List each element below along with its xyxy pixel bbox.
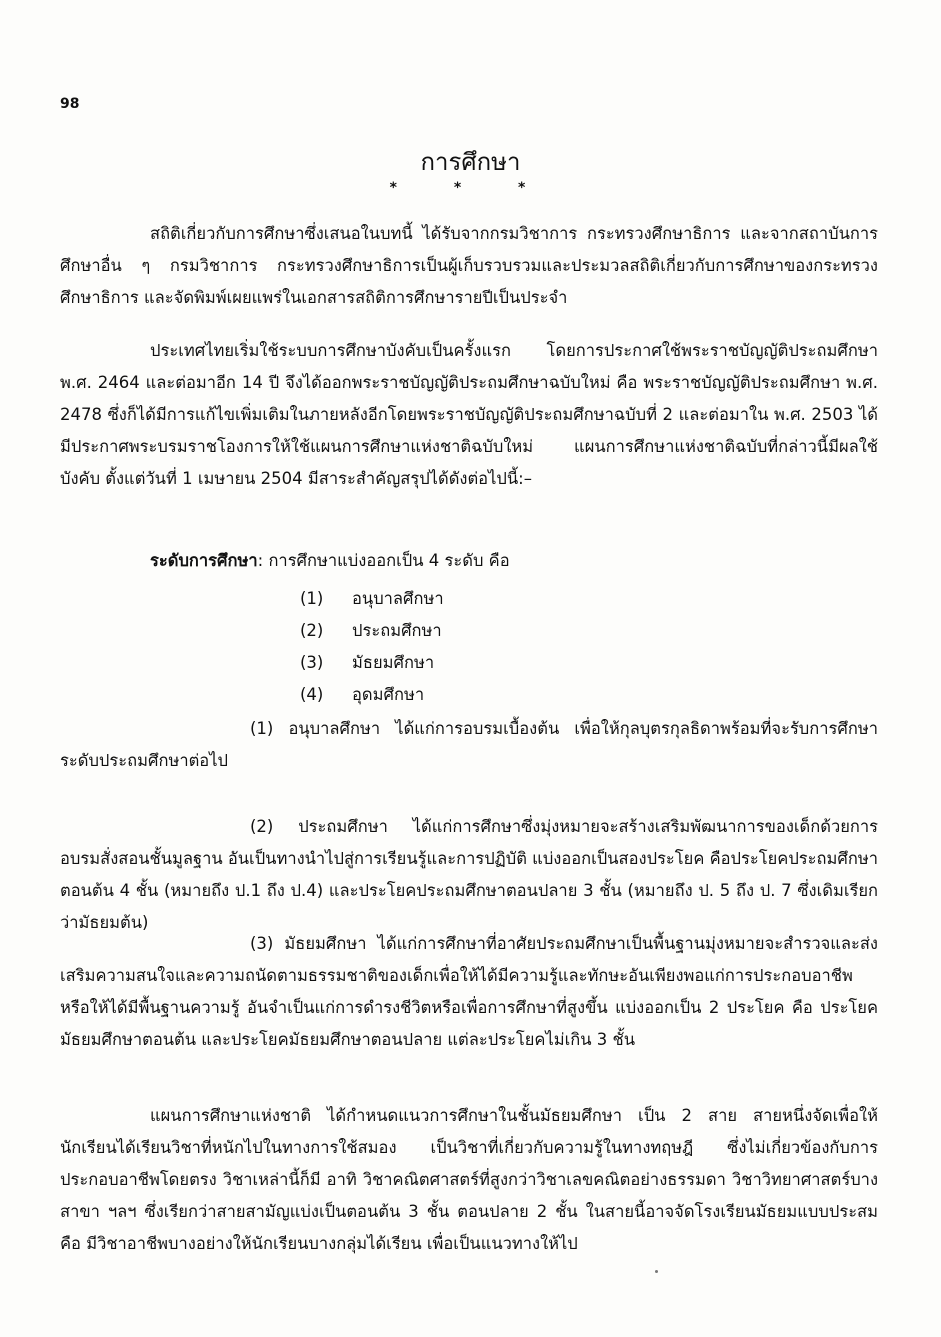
page-number: 98 [60,96,80,112]
level-label: มัธยมศึกษา [352,653,435,672]
level-number: (3) [300,653,324,672]
levels-heading-label: ระดับการศึกษา [150,551,258,570]
page-title: การศึกษา [420,148,521,176]
scan-smudge [655,1270,658,1273]
level-label: ประถมศึกษา [352,621,442,640]
level-item [300,586,444,612]
levels-heading-text: : การศึกษาแบ่งออกเป็น 4 ระดับ คือ [257,551,510,570]
paragraph-national-plan: แผนการศึกษาแห่งชาติ ได้กำหนดแนวการศึกษาในชั้นมัธยมศึกษา เป็น 2 สาย สายหนึ่งจัดเพื่อให้นักเรียนได้เรียนวิชาที่หนักไปในทางการใช้สมอง เป็นวิชาที่เกี่ยวกับความรู้ในทางทฤษฎี ซึ่งไม่เกี่ยวข้องกับการประกอบอาชีพโดยตรง วิชาเหล่านี้ก็มี อาทิ วิชาคณิตศาสตร์ที่สูงกว่าวิชาเลขคณิตอย่างธรรมดา วิชาวิทยาศาสตร์บางสาขา ฯลฯ ซึ่งเรียกว่าสายสามัญแบ่งเป็นตอนต้น 3 ชั้น ตอนปลาย 2 ชั้น ในสายนี้อาจจัดโรงเรียนมัธยมแบบประสม คือ มีวิชาอาชีพบางอย่างให้นักเรียนบางกลุ่มได้เรียน เพื่อเป็นแนวทางให้ไป [60,1106,878,1253]
level-label: อนุบาลศึกษา [352,589,444,608]
level-number: (1) [300,589,324,608]
paragraph-primary: (2) ประถมศึกษา ได้แก่การศึกษาซึ่งมุ่งหมายจะสร้างเสริมพัฒนาการของเด็กด้วยการอบรมสั่งสอนชั้นมูลฐาน อันเป็นทางนำไปสู่การเรียนรู้และการปฏิบัติ แบ่งออกเป็นสองประโยค คือประโยคประถมศึกษาตอนต้น 4 ชั้น (หมายถึง ป.1 ถึง ป.4) และประโยคประถมศึกษาตอนปลาย 3 ชั้น (หมายถึง ป. 5 ถึง ป. 7 ซึ่งเดิมเรียกว่ามัธยมต้น) [60,817,878,932]
paragraph-kindergarten: (1) อนุบาลศึกษา ได้แก่การอบรมเบื้องต้น เพื่อให้กุลบุตรกุลธิดาพร้อมที่จะรับการศึกษาระดับประถมศึกษาต่อไป [60,719,878,770]
level-item [300,682,424,708]
level-number: (4) [300,685,324,704]
paragraph-statistics-source: สถิติเกี่ยวกับการศึกษาซึ่งเสนอในบทนี้ ได้รับจากกรมวิชาการ กระทรวงศึกษาธิการ และจากสถาบันการศึกษาอื่น ๆ กรมวิชาการ กระทรวงศึกษาธิการเป็นผู้เก็บรวบรวมและประมวลสถิติเกี่ยวกับการศึกษาของกระทรวงศึกษาธิการ และจัดพิมพ์เผยแพร่ในเอกสารสถิติการศึกษารายปีเป็นประจำ [60,224,878,307]
level-item [300,650,434,676]
level-item [300,618,442,644]
levels-heading [150,548,510,574]
title-separator: * * * [389,180,552,196]
level-number: (2) [300,621,324,640]
paragraph-history: ประเทศไทยเริ่มใช้ระบบการศึกษาบังคับเป็นครั้งแรก โดยการประกาศใช้พระราชบัญญัติประถมศึกษา พ.ศ. 2464 และต่อมาอีก 14 ปี จึงได้ออกพระราชบัญญัติประถมศึกษาฉบับใหม่ คือ พระราชบัญญัติประถมศึกษา พ.ศ. 2478 ซึ่งก็ได้มีการแก้ไขเพิ่มเติมในภายหลังอีกโดยพระราชบัญญัติประถมศึกษาฉบับที่ 2 และต่อมาใน พ.ศ. 2503 ได้มีประกาศพระบรมราชโองการให้ใช้แผนการศึกษาแห่งชาติฉบับใหม่ แผนการศึกษาแห่งชาติฉบับที่กล่าวนี้มีผลใช้บังคับ ตั้งแต่วันที่ 1 เมษายน 2504 มีสาระสำคัญสรุปได้ดังต่อไปนี้:– [60,341,878,488]
paragraph-secondary: (3) มัธยมศึกษา ได้แก่การศึกษาที่อาศัยประถมศึกษาเป็นพื้นฐานมุ่งหมายจะสำรวจและส่งเสริมความสนใจและความถนัดตามธรรมชาติของเด็กเพื่อให้ได้มีความรู้และทักษะอันเพียงพอแก่การประกอบอาชีพ หรือให้ได้มีพื้นฐานความรู้ อันจำเป็นแก่การดำรงชีวิตหรือเพื่อการศึกษาที่สูงขึ้น แบ่งออกเป็น 2 ประโยค คือ ประโยคมัธยมศึกษาตอนต้น และประโยคมัธยมศึกษาตอนปลาย แต่ละประโยคไม่เกิน 3 ชั้น [60,934,878,1049]
level-label: อุดมศึกษา [352,685,425,704]
